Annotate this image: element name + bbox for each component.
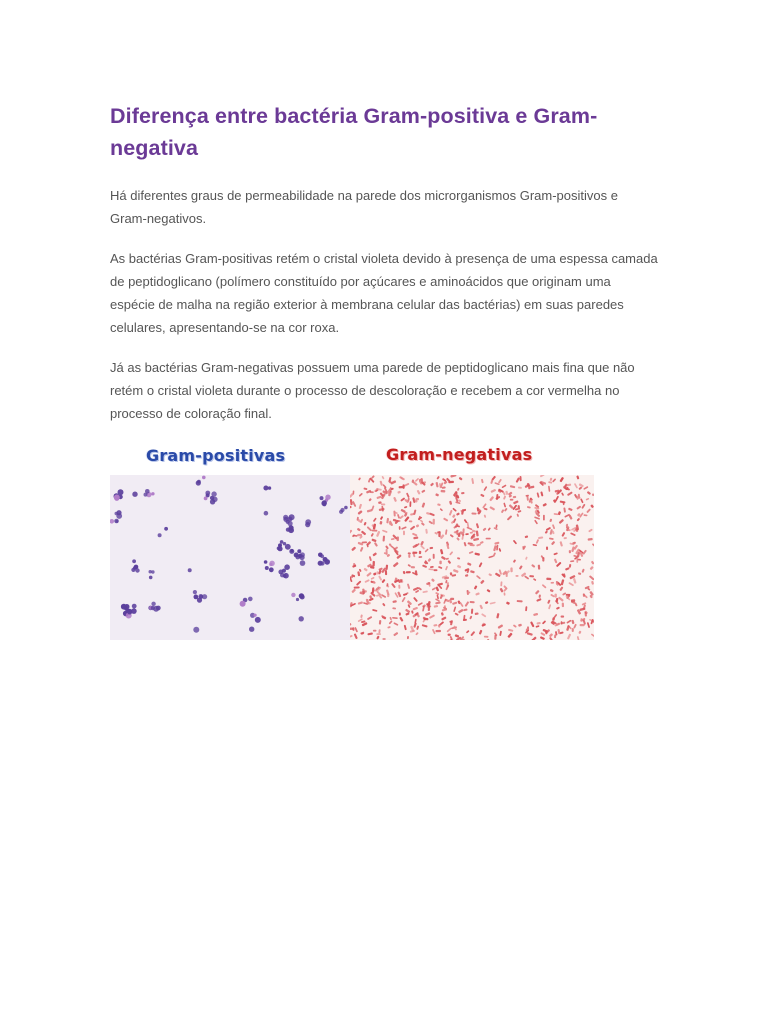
- page-title: Diferença entre bactéria Gram-positiva e Gram-negativa: [110, 104, 598, 160]
- gram-positive-micrograph: [110, 475, 350, 640]
- gram-stain-figure: [110, 440, 594, 640]
- gram-negative-micrograph: [350, 475, 594, 640]
- paragraph-gram-positive: As bactérias Gram-positivas retém o cristal violeta devido à presença de uma espessa camada de peptidoglicano (polímero constituído por açúcares e aminoácidos que originam uma espécie de malha na região exterior à membrana celular das bactérias) em suas paredes celulares, apresentando-se na cor roxa.: [110, 251, 658, 335]
- paragraph-permeability: Há diferentes graus de permeabilidade na parede dos microrganismos Gram-positivos e Gram-negativos.: [110, 188, 618, 226]
- gram-positive-label: Gram-positivas: [146, 446, 286, 465]
- article: [110, 100, 658, 425]
- gram-negative-label: Gram-negativas: [386, 445, 533, 464]
- paragraph-gram-negative: Já as bactérias Gram-negativas possuem uma parede de peptidoglicano mais fina que não retém o cristal violeta durante o processo de descoloração e recebem a cor vermelha no processo de coloração final.: [110, 360, 635, 421]
